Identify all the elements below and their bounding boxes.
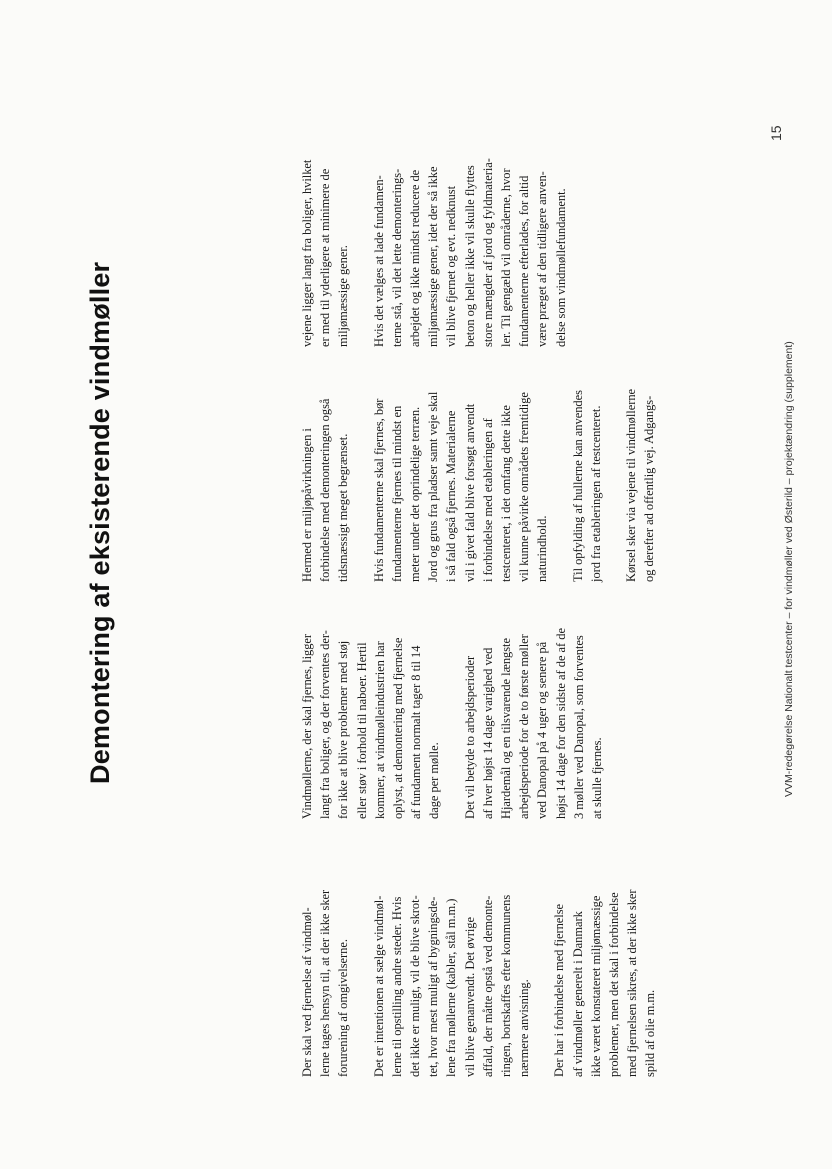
paragraph: Det vil betyde to arbejdsperioder af hver højst 14 dage varighed ved Hjardemål og en tilsvarende længste arbejdsperiode for de to første møller ved Danopal på 4 uger og senere på højst 14 dage for den sidste af de af de 3 møller ved Danopal, som forventes at skulle fjernes. <box>462 628 605 819</box>
paragraph: Det er intentionen at sælge vindmøl- lerne til opstilling andre steder. Hvis det ikke er muligt, vil de blive skrot- tet, hvor mest muligt af bygningsde- lene fra møllerne (kabler, stål m.m.) vil blive genanvendt. Det øvrige affald, der måtte opstå ved demonte- ringen, bortskaffes efter kommunens nærmere anvisning. <box>371 894 532 1077</box>
paragraph: Hermed er miljøpåvirkningen i forbindelse med demonteringen også tidsmæssigt meget begrænset. <box>300 398 351 582</box>
paragraph: vejene ligger langt fra boliger, hvilket er med til yderligere at minimere de miljømæssige gener. <box>300 159 351 347</box>
page-title: Demontering af eksisterende vindmøller <box>85 261 115 784</box>
paragraph: Der har i forbindelse med fjernelse af vindmøller generelt i Danmark ikke været konstateret miljømæssige problemer, men det skal i forbindelse med fjernelsen sikres, at der ikke sker spild af olie m.m. <box>552 889 658 1077</box>
page-number: 15 <box>768 125 784 141</box>
paragraph: Vindmøllerne, der skal fjernes, ligger langt fra boliger, og der forventes der- for ikke at blive problemer med støj eller støv i forhold til naboer. Hertil kommer, at vindmølleindustrien har oplyst, at demontering med fjernelse af fundament normalt tager 8 til 14 dage per mølle. <box>300 630 442 819</box>
paragraph: Til opfylding af hullerne kan anvendes jord fra etableringen af testcenteret. <box>570 390 603 582</box>
paragraph: Hvis det vælges at lade fundamen- terne stå, vil det lette demonterings- arbejdet og ikke mindst reducere de miljømæssige gener, idet der så ikke vil blive fjernet og evt. nedknust beton og heller ikke vil skulle flyttes store mængder af jord og fyldmateria- ler. Til gengæld vil områderne, hvor fundamenterne efterlades, for altid være præget af den tidligere anven- delse som vindmøllefundament. <box>371 158 568 347</box>
paragraph: Hvis fundamenterne skal fjernes, bør fundamenterne fjernes til mindst en meter under det oprindelige terræn. Jord og grus fra pladser samt veje skal i så fald også fjernes. Materialerne vil i givet fald blive forsøgt anvendt i forbindelse med etableringen af testcenteret, i det omfang dette ikke vil kunne påvirke områdets fremtidige naturindhold. <box>371 391 550 582</box>
text-column-4 <box>298 107 587 347</box>
text-column-3 <box>298 342 675 582</box>
paragraph: Kørsel sker via vejene til vindmøllerne og derefter ad offentlig vej. Adgangs- <box>624 388 657 582</box>
text-column-1 <box>298 837 677 1077</box>
text-column-2 <box>298 579 623 819</box>
paragraph: Der skal ved fjernelse af vindmøl- lerne tages hensyn til, at der ikke sker forurening af omgivelserne. <box>300 889 351 1077</box>
page-footer: VVM-redegørelse Nationalt testcenter – for vindmøller ved Østerild – projektændring (supplement) <box>783 341 795 797</box>
